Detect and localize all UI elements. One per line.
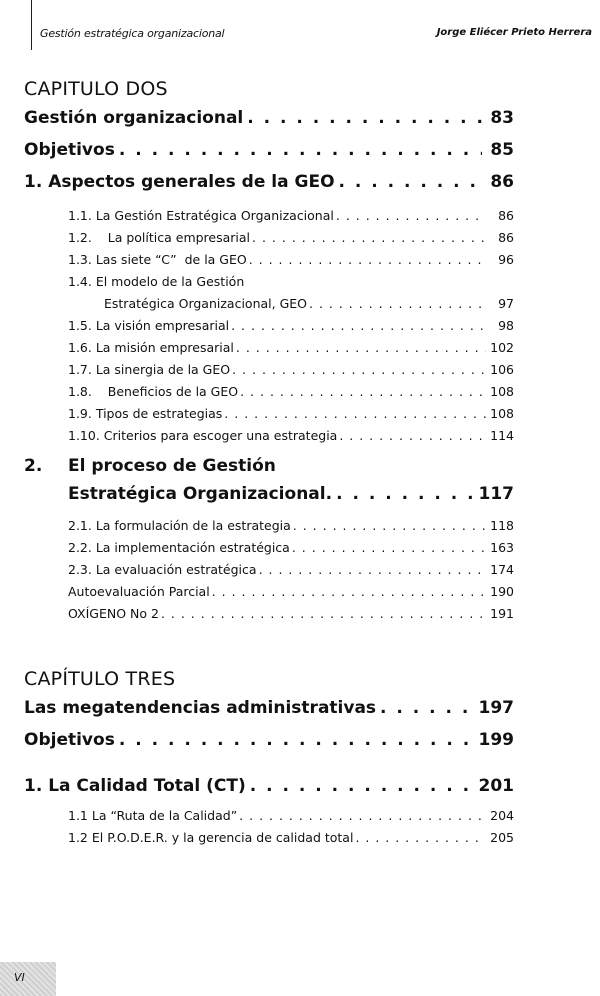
leader-dots [250, 776, 475, 796]
toc-subentry-title: 1.5. La visión empresarial [68, 318, 230, 333]
toc-entry[interactable] [24, 108, 514, 140]
toc-subentry-title: 1.10. Criterios para escoger una estrategia [68, 428, 338, 443]
toc-entry-page: 85 [490, 140, 514, 160]
toc-subentry-title: 1.1. La Gestión Estratégica Organizacional [68, 208, 334, 223]
toc-subentry-page: 108 [490, 406, 514, 421]
leader-dots [231, 318, 486, 333]
toc-subentry-page: 114 [490, 428, 514, 443]
leader-dots [259, 562, 486, 577]
chapter-heading: CAPITULO DOS [24, 78, 168, 100]
book-title: Gestión estratégica organizacional [40, 27, 225, 40]
toc-subentry-title: 2.3. La evaluación estratégica [68, 562, 257, 577]
toc-subentry-page: 174 [490, 562, 514, 577]
toc-subentry-title: 1.2. La política empresarial [68, 230, 251, 245]
toc-subentry[interactable] [68, 318, 514, 340]
toc-subentry-page: 190 [490, 584, 514, 599]
toc-subentry-page: 97 [498, 296, 514, 311]
toc-subentry-page: 205 [490, 830, 514, 845]
toc-subentry-title: 1.3. Las siete “C” de la GEO [68, 252, 247, 267]
toc-entry-page: 197 [478, 698, 514, 718]
toc-subentry-title: 1.9. Tipos de estrategias [68, 406, 223, 421]
toc-subentry-title: 1.2 El P.O.D.E.R. y la gerencia de calidad total [68, 830, 354, 845]
chapter-heading: CAPÍTULO TRES [24, 668, 176, 690]
running-header [0, 0, 600, 52]
toc-subentry-page: 86 [498, 208, 514, 223]
toc-subentry-title: 1.4. El modelo de la Gestión [68, 274, 245, 289]
leader-dots [224, 406, 486, 421]
leader-dots [239, 808, 486, 823]
author-name: Jorge Eliécer Prieto Herrera [436, 27, 592, 38]
toc-subentry-title: 2.1. La formulación de la estrategia [68, 518, 291, 533]
toc-subentry-page: 96 [498, 252, 514, 267]
toc-subentry-page: 102 [490, 340, 514, 355]
toc-subentry[interactable] [68, 406, 514, 428]
leader-dots [212, 584, 486, 599]
toc-subentry[interactable] [68, 428, 514, 450]
toc-subentry-continuation[interactable] [68, 296, 514, 318]
toc-subentry-title: 1.1 La “Ruta de la Calidad” [68, 808, 238, 823]
leader-dots [240, 384, 486, 399]
leader-dots [292, 540, 486, 555]
section-number: 2. [24, 456, 43, 476]
leader-dots [293, 518, 486, 533]
toc-subentry-page: 86 [498, 230, 514, 245]
toc-subentry[interactable] [68, 362, 514, 384]
toc-entry-title: 1. La Calidad Total (CT) [24, 776, 246, 796]
toc-entry[interactable] [24, 140, 514, 172]
toc-subentry-page: 98 [498, 318, 514, 333]
toc-entry-title: Objetivos [24, 730, 115, 750]
toc-subentry-page: 118 [490, 518, 514, 533]
subsection-list [68, 518, 558, 628]
toc-subentry[interactable] [68, 562, 514, 584]
toc-entry-title: Objetivos [24, 140, 115, 160]
leader-dots [380, 698, 474, 718]
toc-subentry-page: 204 [490, 808, 514, 823]
toc-subentry[interactable] [68, 540, 514, 562]
leader-dots [336, 208, 486, 223]
section-title-line1: El proceso de Gestión [68, 456, 276, 476]
leader-dots [247, 108, 482, 128]
toc-entry[interactable] [24, 172, 514, 204]
toc-subentry-page: 191 [490, 606, 514, 621]
leader-dots [119, 140, 482, 160]
leader-dots [339, 172, 482, 192]
toc-subentry-title: 1.7. La sinergia de la GEO [68, 362, 231, 377]
toc-subentry-page: 106 [490, 362, 514, 377]
leader-dots [355, 830, 486, 845]
page-number: VI [14, 971, 25, 984]
toc-subentry-title: Estratégica Organizacional, GEO [104, 296, 308, 311]
subsection-list [68, 808, 558, 852]
leader-dots [119, 730, 475, 750]
toc-subentry-page: 108 [490, 384, 514, 399]
toc-subentry[interactable] [68, 340, 514, 362]
toc-subentry[interactable] [68, 584, 514, 606]
toc-subentry-title: OXÍGENO No 2 [68, 606, 159, 621]
toc-entry-page: 201 [478, 776, 514, 796]
leader-dots [161, 606, 486, 621]
toc-subentry[interactable] [68, 830, 514, 852]
toc-entry[interactable] [24, 730, 514, 762]
toc-entry-page: 86 [490, 172, 514, 192]
toc-entry-title: Gestión organizacional [24, 108, 244, 128]
leader-dots [249, 252, 486, 267]
toc-subentry[interactable] [68, 606, 514, 628]
leader-dots [252, 230, 486, 245]
leader-dots [336, 484, 474, 504]
toc-entry[interactable] [24, 698, 514, 730]
toc-entry-page: 83 [490, 108, 514, 128]
toc-subentry[interactable] [68, 230, 514, 252]
header-rule [31, 0, 32, 50]
leader-dots [236, 340, 486, 355]
leader-dots [232, 362, 486, 377]
toc-subentry[interactable] [68, 808, 514, 830]
toc-subentry-title: Autoevaluación Parcial [68, 584, 210, 599]
toc-entry-title: Las megatendencias administrativas [24, 698, 377, 718]
toc-entry[interactable] [24, 776, 514, 808]
toc-subentry[interactable] [68, 274, 558, 296]
section-page: 117 [478, 484, 514, 504]
section-title-line2: Estratégica Organizacional. [68, 484, 333, 504]
leader-dots [309, 296, 486, 311]
toc-entry-page: 199 [478, 730, 514, 750]
toc-subentry[interactable] [68, 208, 514, 230]
toc-subentry-title: 1.6. La misión empresarial [68, 340, 234, 355]
table-of-contents [24, 78, 594, 852]
toc-subentry-page: 163 [490, 540, 514, 555]
toc-entry-title: 1. Aspectos generales de la GEO [24, 172, 335, 192]
leader-dots [339, 428, 486, 443]
toc-subentry-title: 2.2. La implementación estratégica [68, 540, 290, 555]
toc-subentry[interactable] [68, 252, 514, 274]
toc-subentry-title: 1.8. Beneficios de la GEO [68, 384, 239, 399]
page-number-badge [0, 962, 56, 996]
subsection-list [68, 208, 558, 450]
toc-section-2[interactable] [24, 456, 514, 514]
toc-subentry[interactable] [68, 518, 514, 540]
toc-subentry[interactable] [68, 384, 514, 406]
